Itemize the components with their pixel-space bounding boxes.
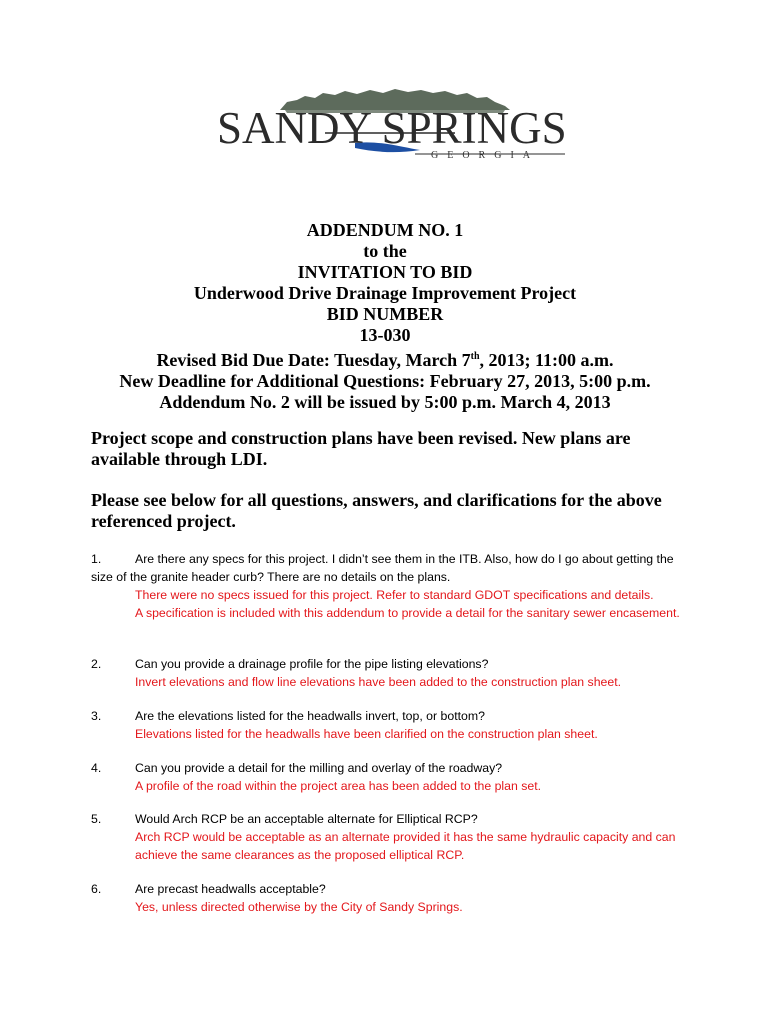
answer-text: Yes, unless directed otherwise by the City of Sandy Springs. [135,900,463,914]
question-text: Would Arch RCP be an acceptable alternate for Elliptical RCP? [135,812,478,826]
question-number: 5. [91,812,102,826]
intro-paragraph-1: Project scope and construction plans have been revised. New plans are available through LDI. [91,428,631,469]
intro-paragraph-2: Please see below for all questions, answers, and clarifications for the above referenced project. [91,490,662,531]
due-date-time: , 2013; 11:00 a.m. [479,350,614,370]
question-text: Are there any specs for this project. I didn’t see them in the ITB. Also, how do I go about getting the size of the granite header curb? There are no details on the plans. [91,552,674,584]
question-number: 6. [91,882,102,896]
question-number: 4. [91,761,102,775]
answer-text: Arch RCP would be acceptable as an alternate provided it has the same hydraulic capacity and can achieve the same clearances as the proposed elliptical RCP. [135,830,676,862]
question-text: Can you provide a detail for the milling and overlay of the roadway? [135,761,503,775]
due-date-text: Revised Bid Due Date: Tuesday, March 7 [156,350,471,370]
question-text: Can you provide a drainage profile for the pipe listing elevations? [135,657,489,671]
heading-line-1: ADDENDUM NO. 1 [306,220,464,240]
question-text: Are the elevations listed for the headwalls invert, top, or bottom? [135,709,485,723]
qa-item-6 [91,880,691,916]
heading-line-4: Underwood Drive Drainage Improvement Project [193,283,577,303]
question-text: Are precast headwalls acceptable? [135,882,326,896]
answer-text: Invert elevations and flow line elevations have been added to the construction plan sheet. [135,675,622,689]
logo-word-springs: SPRINGS [381,103,567,153]
qa-item-2 [91,655,691,691]
logo-state: GEORGIA [431,150,539,161]
heading-line-9: Addendum No. 2 will be issued by 5:00 p.m. March 4, 2013 [159,392,611,412]
addendum-heading [0,220,770,413]
heading-line-3: INVITATION TO BID [297,262,473,282]
answer-text: There were no specs issued for this project. Refer to standard GDOT specifications and details. [135,588,654,602]
qa-item-1 [91,550,691,622]
answer-text: A profile of the road within the project area has been added to the plan set. [135,779,542,793]
heading-line-5: BID NUMBER [326,304,444,324]
heading-line-6: 13-030 [359,325,411,345]
sandy-springs-logo [205,88,565,168]
question-number: 2. [91,657,102,671]
qa-item-3 [91,707,691,743]
question-number: 1. [91,552,102,566]
due-date-suffix: th [470,351,480,362]
heading-line-7 [0,346,770,371]
heading-line-8: New Deadline for Additional Questions: February 27, 2013, 5:00 p.m. [119,371,651,391]
qa-item-4 [91,759,691,795]
logo-word-sandy: SANDY [217,103,371,153]
answer-text: A specification is included with this addendum to provide a detail for the sanitary sewer encasement. [135,606,680,620]
question-number: 3. [91,709,102,723]
qa-item-5 [91,810,691,864]
answer-text: Elevations listed for the headwalls have been clarified on the construction plan sheet. [135,727,598,741]
logo-wordmark [217,102,567,154]
heading-line-2: to the [363,241,407,261]
